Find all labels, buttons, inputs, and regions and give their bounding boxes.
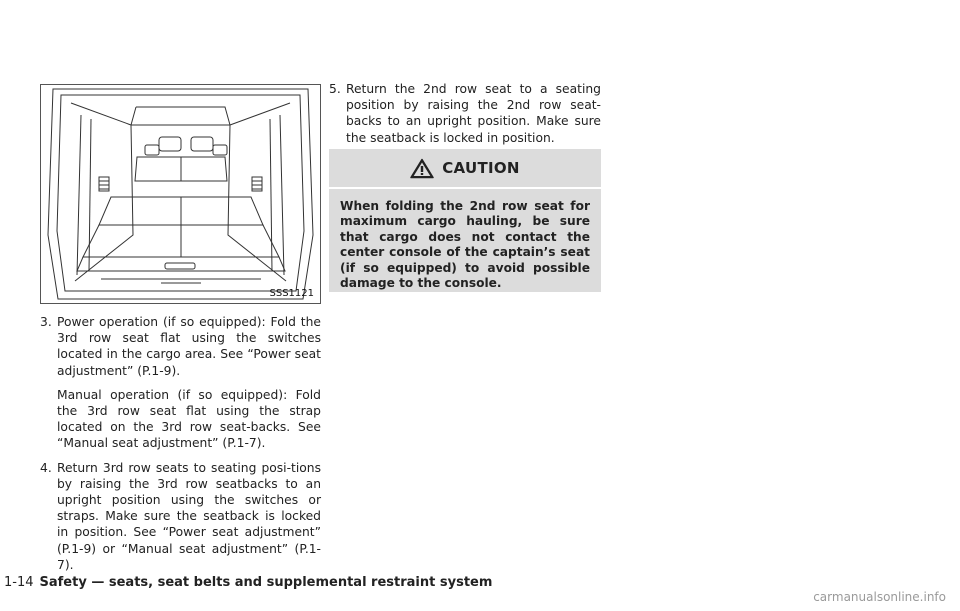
- left-column: [40, 314, 321, 581]
- cargo-area-drawing: [41, 85, 320, 303]
- step-3-power-text: Power operation (if so equipped): Fold the 3rd row seat flat using the switches located in the cargo area. See “Power seat adjustment” (P.1-9).: [57, 315, 321, 378]
- warning-triangle-icon: [410, 158, 434, 179]
- figure-code: SSS1121: [269, 288, 314, 299]
- step-3-manual-text: Manual operation (if so equipped): Fold the 3rd row seat flat using the strap located on the 3rd row seat-backs. See “Manual seat adjustment” (P.1-7).: [57, 387, 321, 451]
- section-title: Safety — seats, seat belts and supplemental restraint system: [39, 575, 493, 590]
- page-footer: [4, 575, 492, 590]
- step-4-text: Return 3rd row seats to seating posi-tions by raising the 3rd row seatbacks to an upright position using the switches or straps. Make sure the seatback is locked in position. See “Power seat adjustment” (P.1-9) or “Manual seat adjustment” (P.1-7).: [57, 460, 321, 572]
- caution-text: When folding the 2nd row seat for maximum cargo hauling, be sure that cargo does not contact the center console of the captain’s seat (if so equipped) to avoid possible damage to the console.: [340, 199, 590, 291]
- step-number: 5.: [329, 82, 341, 96]
- caution-box: [329, 149, 601, 292]
- cargo-area-illustration: [40, 84, 321, 304]
- step-5-text: Return the 2nd row seat to a seating position by raising the 2nd row seat-backs to an upright position. Make sure the seatback is locked in position.: [346, 82, 601, 145]
- step-number: 3.: [40, 315, 52, 329]
- step-number: 4.: [40, 460, 52, 475]
- step-3: [40, 314, 321, 452]
- step-4: [40, 460, 321, 573]
- step-5: [329, 81, 601, 146]
- caution-title: CAUTION: [442, 159, 520, 177]
- right-column: [329, 81, 601, 154]
- caution-header: [329, 149, 601, 189]
- watermark: carmanualsonline.info: [813, 590, 946, 604]
- page-number: 1-14: [4, 575, 34, 590]
